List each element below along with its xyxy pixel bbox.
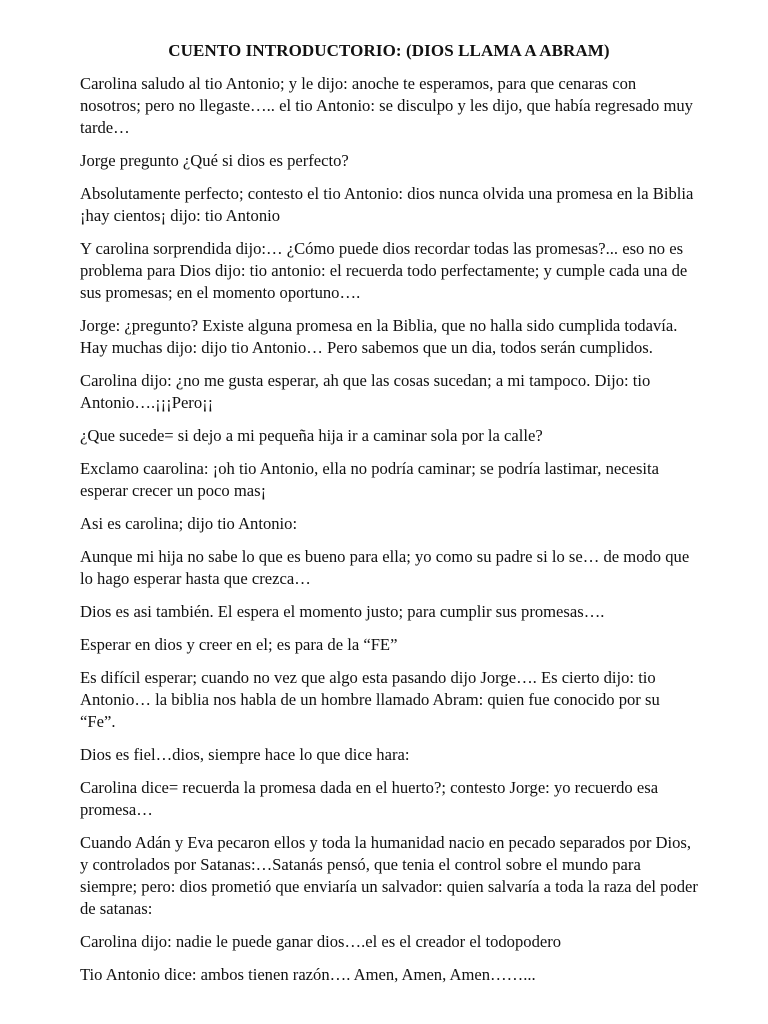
paragraph: Aunque mi hija no sabe lo que es bueno para ella; yo como su padre si lo se… de modo que lo hago esperar hasta que crezca… bbox=[80, 547, 690, 588]
paragraph: Dios es asi también. El espera el momento justo; para cumplir sus promesas…. bbox=[80, 602, 605, 621]
paragraph: Dios es fiel…dios, siempre hace lo que dice hara: bbox=[80, 745, 410, 764]
paragraph: ¿Que sucede= si dejo a mi pequeña hija ir a caminar sola por la calle? bbox=[80, 426, 543, 445]
paragraph: Esperar en dios y creer en el; es para de la “FE” bbox=[80, 635, 398, 654]
paragraph: Jorge pregunto ¿Qué si dios es perfecto? bbox=[80, 151, 349, 170]
paragraph: Tio Antonio dice: ambos tienen razón…. Amen, Amen, Amen……... bbox=[80, 965, 536, 984]
paragraph: Cuando Adán y Eva pecaron ellos y toda la humanidad nacio en pecado separados por Dios, y controlados por Satanas:…Satanás pensó, que tenia el control sobre el mundo para siempre; pero: dios prometió que enviaría un salvador: quien salvaría a toda la raza del poder de satanas: bbox=[80, 833, 698, 918]
paragraph: Jorge: ¿pregunto? Existe alguna promesa en la Biblia, que no halla sido cumplida todavía. Hay muchas dijo: dijo tio Antonio… Pero sabemos que un dia, todos serán cumplidos. bbox=[80, 316, 678, 357]
paragraph: Exclamo caarolina: ¡oh tio Antonio, ella no podría caminar; se podría lastimar, necesita esperar crecer un poco mas¡ bbox=[80, 459, 659, 500]
paragraph: Carolina saludo al tio Antonio; y le dijo: anoche te esperamos, para que cenaras con nosotros; pero no llegaste….. el tio Antonio: se disculpo y les dijo, que había regresado muy tarde… bbox=[80, 74, 693, 137]
document-title: CUENTO INTRODUCTORIO: (DIOS LLAMA A ABRAM) bbox=[168, 41, 610, 60]
paragraph: Carolina dijo: nadie le puede ganar dios….el es el creador el todopodero bbox=[80, 932, 562, 951]
paragraph: Carolina dice= recuerda la promesa dada en el huerto?; contesto Jorge: yo recuerdo esa promesa… bbox=[80, 778, 659, 819]
document-page bbox=[80, 40, 698, 997]
paragraph: Absolutamente perfecto; contesto el tio Antonio: dios nunca olvida una promesa en la Biblia ¡hay cientos¡ dijo: tio Antonio bbox=[80, 184, 694, 225]
paragraph: Y carolina sorprendida dijo:… ¿Cómo puede dios recordar todas las promesas?... eso no es problema para Dios dijo: tio antonio: el recuerda todo perfectamente; y cumple cada una de sus promesas; en el momento oportuno…. bbox=[80, 239, 688, 302]
paragraph: Carolina dijo: ¿no me gusta esperar, ah que las cosas sucedan; a mi tampoco. Dijo: tio Antonio….¡¡¡Pero¡¡ bbox=[80, 371, 651, 412]
paragraph: Asi es carolina; dijo tio Antonio: bbox=[80, 514, 298, 533]
paragraph: Es difícil esperar; cuando no vez que algo esta pasando dijo Jorge…. Es cierto dijo: tio Antonio… la biblia nos habla de un hombre llamado Abram: quien fue conocido por su “Fe”. bbox=[80, 668, 660, 731]
